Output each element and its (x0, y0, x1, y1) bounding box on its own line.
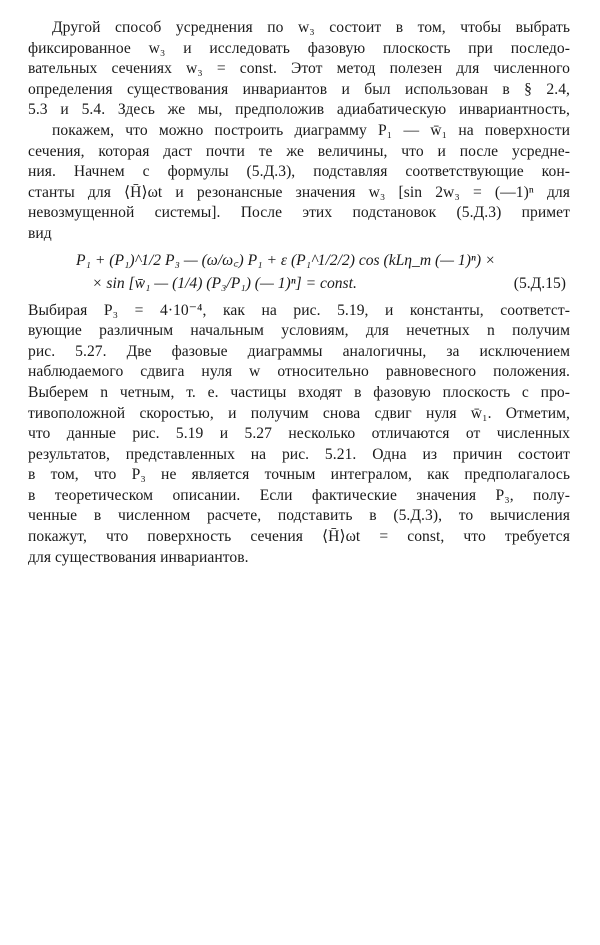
text-line: Выбирая P₃ = 4·10⁻⁴, как на рис. 5.19, и константы, соответст- (28, 301, 570, 319)
text-line: в том, что P₃ не является точным интегралом, как предполагалось (28, 466, 570, 484)
text-line: наблюдаемого сдвига нуля w относительно равновесного положения. (28, 363, 570, 381)
page-body (28, 18, 570, 568)
text-line: результатов, представленных на рис. 5.21. Одна из причин состоит (28, 445, 570, 463)
text-line: рис. 5.27. Две фазовые диаграммы аналогичны, за исключением (28, 342, 570, 360)
formula-line-2-text: × sin [w̄₁ — (1/4) (P₃/P₁) (— 1)ⁿ] = const. (92, 274, 357, 292)
text-line: Другой способ усреднения по w₃ состоит в том, чтобы выбрать (52, 19, 570, 36)
text-line: Выберем n четным, т. е. частицы входят в фазовую плоскость с про- (28, 383, 570, 401)
text-line: 5.3 и 5.4. Здесь же мы, предположив адиабатическую инвариантность, (28, 101, 570, 119)
text-line: тивоположной скоростью, и получим снова сдвиг нуля w̄₁. Отметим, (28, 404, 570, 422)
text-line: станты для ⟨H̄⟩ωt и резонансные значения w₃ [sin 2w₃ = (—1)ⁿ для (28, 183, 570, 201)
text-line: фиксированное w₃ и исследовать фазовую плоскость при последо- (28, 39, 570, 57)
equation-number: (5.Д.15) (513, 274, 566, 292)
text-line: ния. Начнем с формулы (5.Д.3), подставляя соответствующие кон- (28, 163, 570, 181)
paragraph-2 (28, 301, 570, 569)
text-line: вательных сечениях w₃ = const. Этот метод полезен для численного (28, 60, 570, 78)
text-line: для существования инвариантов. (28, 548, 249, 566)
text-line: сечения, которая даст почти те же величины, что и после усредне- (28, 142, 570, 160)
text-line: покажут, что поверхность сечения ⟨H̄⟩ωt = const, что требуется (28, 528, 570, 546)
paragraph-1 (28, 18, 570, 245)
text-line: вующие различным начальным условиям, для нечетных n получим (28, 322, 570, 340)
text-line: определения существования инвариантов и был использован в § 2.4, (28, 80, 570, 98)
display-formula (28, 249, 570, 295)
text-line: невозмущенной системы]. После этих подстановок (5.Д.3) примет (28, 204, 570, 222)
formula-line-1: P₁ + (P₁)^1/2 P₃ — (ω/ω꜀) P₁ + ε (P₁^1/2/2) cos (kLη_m (— 1)ⁿ) × (76, 251, 496, 269)
formula-line-2 (28, 272, 570, 295)
text-line: ченные в численном расчете, подставить в (5.Д.3), то вычисления (28, 507, 570, 525)
text-line: в теоретическом описании. Если фактические значения P₃, полу- (28, 486, 570, 504)
text-line: вид (28, 224, 52, 242)
text-line: покажем, что можно построить диаграмму P₁ — w̄₁ на поверхности (52, 121, 570, 139)
text-line: что данные рис. 5.19 и 5.27 несколько отличаются от численных (28, 425, 570, 443)
